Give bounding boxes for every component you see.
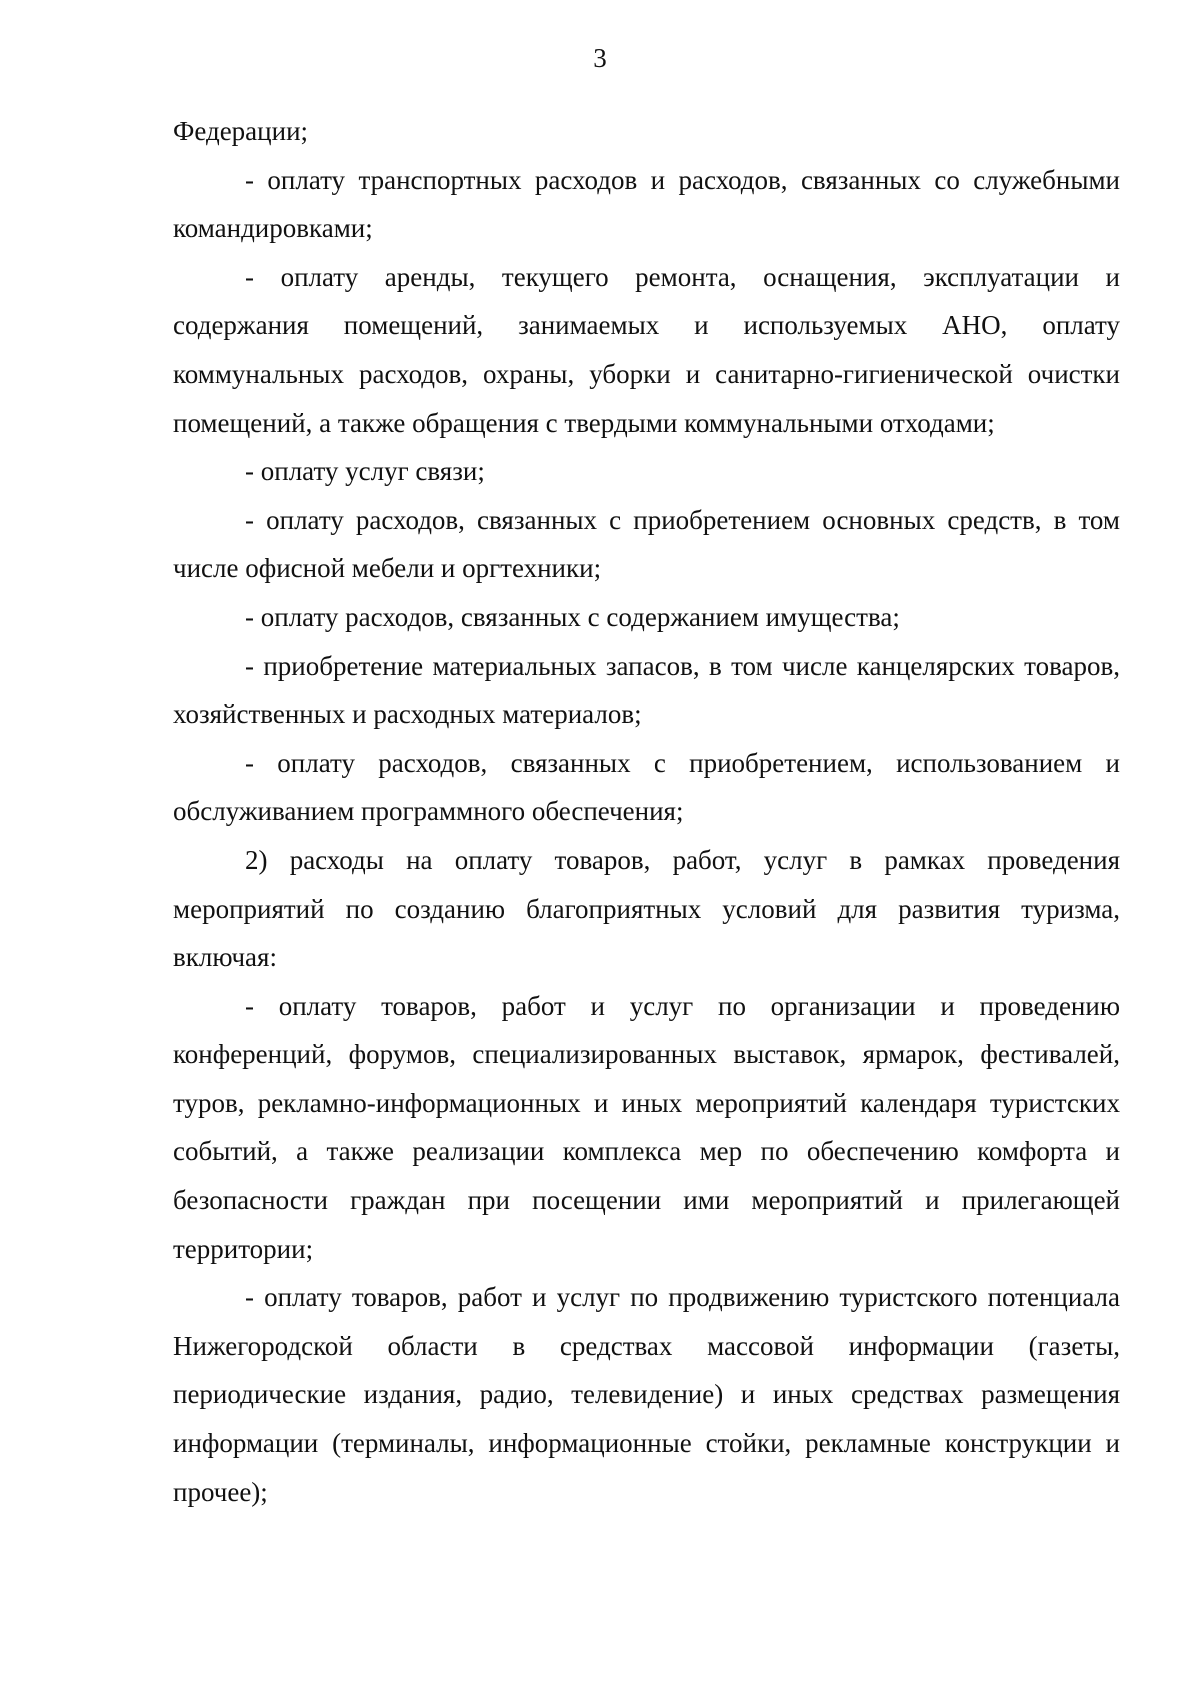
- paragraph-conferences: - оплату товаров, работ и услуг по организации и проведению конференций, форумов, специализированных выставок, ярмарок, фестивалей, туров, рекламно-информационных и иных мероприятий календаря туристских событий, а также реализации комплекса мер по обеспечению комфорта и безопасности граждан при посещении ими мероприятий и прилегающей территории;: [173, 990, 1120, 1264]
- paragraph-media-promotion: - оплату товаров, работ и услуг по продвижению туристского потенциала Нижегородской области в средствах массовой информации (газеты, периодические издания, радио, телевидение) и иных средствах размещения информации (терминалы, информационные стойки, рекламные конструкции и прочее);: [173, 1282, 1120, 1507]
- paragraph-software: - оплату расходов, связанных с приобретением, использованием и обслуживанием программного обеспечения;: [173, 747, 1120, 827]
- paragraph-fixed-assets: - оплату расходов, связанных с приобретением основных средств, в том числе офисной мебели и оргтехники;: [173, 504, 1120, 584]
- paragraph-federation: Федерации;: [173, 116, 309, 146]
- paragraph-premises-expenses: - оплату аренды, текущего ремонта, оснащения, эксплуатации и содержания помещений, занимаемых и используемых АНО, оплату коммунальных расходов, охраны, уборки и санитарно-гигиенической очистки помещений, а также обращения с твердыми коммунальными отходами;: [173, 261, 1120, 438]
- document-body: [173, 107, 1120, 1516]
- paragraph-tourism-events-expenses: 2) расходы на оплату товаров, работ, услуг в рамках проведения мероприятий по созданию благоприятных условий для развития туризма, включая:: [173, 844, 1120, 973]
- page-number: 3: [593, 43, 607, 73]
- paragraph-property-maintenance: - оплату расходов, связанных с содержанием имущества;: [245, 601, 900, 632]
- paragraph-communication-services: - оплату услуг связи;: [245, 456, 485, 487]
- paragraph-travel-expenses: - оплату транспортных расходов и расходов, связанных со служебными командировками;: [173, 164, 1120, 244]
- paragraph-material-supplies: - приобретение материальных запасов, в том числе канцелярских товаров, хозяйственных и расходных материалов;: [173, 650, 1120, 730]
